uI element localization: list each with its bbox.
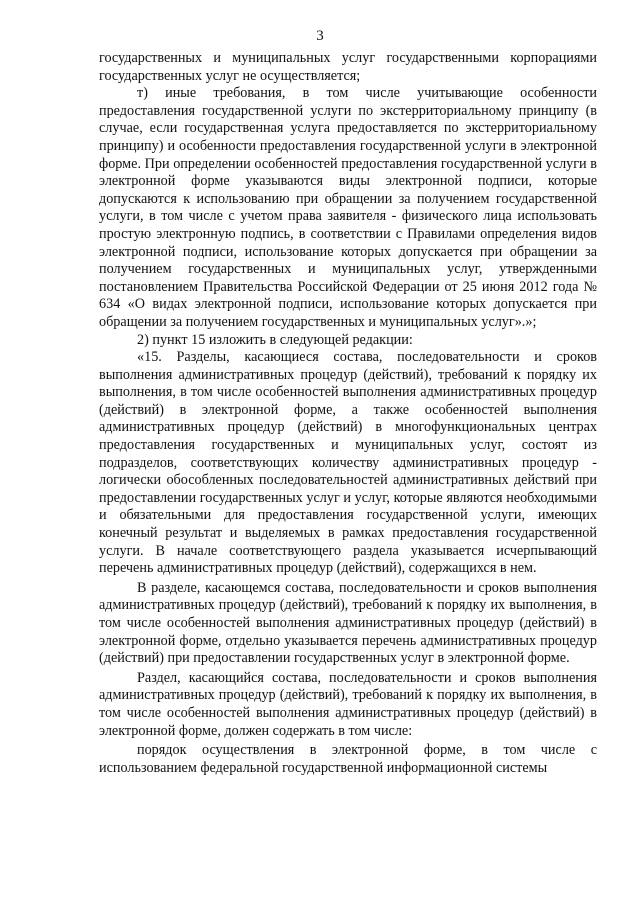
paragraph-continuation: государственных и муниципальных услуг государственными корпорациями государственных услуг не осуществляется; [99,50,597,84]
paragraph-item-2: 2) пункт 15 изложить в следующей редакции: [137,331,413,348]
document-body [99,50,597,777]
paragraph-item-t: т) иные требования, в том числе учитывающие особенности предоставления государственной услуги по экстерриториальному принципу (в случае, если государственная услуга предоставляется по экстерриториальному принципу) и особенности предоставления государственной услуги в электронной форме. При определении особенностей предоставления государственной услуги в электронной форме указываются виды электронной подписи, которые допускаются к использованию при обращении за получением государственной услуги, в том числе с учетом права заявителя - физического лица использовать простую электронную подпись, в соответствии с Правилами определения видов электронной подписи, использование которых допускается при обращении за получением государственных и муниципальных услуг, утвержденными постановлением Правительства Российской Федерации от 25 июня 2012 года № 634 «О видах электронной подписи, использование которых допускается при обращении за получением государственных и муниципальных услуг».»; [99,85,597,330]
paragraph-section-procedures: В разделе, касающемся состава, последовательности и сроков выполнения административных процедур (действий), требований к порядку их выполнения, в том числе особенностей выполнения административных процедур (действий) в электронной форме, отдельно указывается перечень административных процедур (действий) при предоставлении государственных услуг в электронной форме. [99,579,597,667]
paragraph-electronic-procedure: порядок осуществления в электронной форме, в том числе с использованием федеральной государственной информационной системы [99,742,597,776]
page-number: 3 [316,28,324,44]
paragraph-clause-15: «15. Разделы, касающиеся состава, последовательности и сроков выполнения административных процедур (действий), требований к порядку их выполнения, в том числе особенностей выполнения административных процедур (действий) в электронной форме, а также особенностей выполнения административных процедур (действий) в многофункциональных центрах предоставления государственных и муниципальных услуг, состоят из подразделов, соответствующих количеству административных процедур - логически обособленных последовательностей административных действий при предоставлении государственных услуг и услуг, которые являются необходимыми и обязательными для предоставления государственной услуги, имеющих конечный результат и выделяемых в рамках предоставления государственной услуги. В начале соответствующего раздела указывается исчерпывающий перечень административных процедур (действий), содержащихся в нем. [99,349,597,577]
paragraph-section-contents: Раздел, касающийся состава, последовательности и сроков выполнения административных процедур (действий), требований к порядку их выполнения, в том числе особенностей выполнения административных процедур (действий) в электронной форме, должен содержать в том числе: [99,669,597,739]
